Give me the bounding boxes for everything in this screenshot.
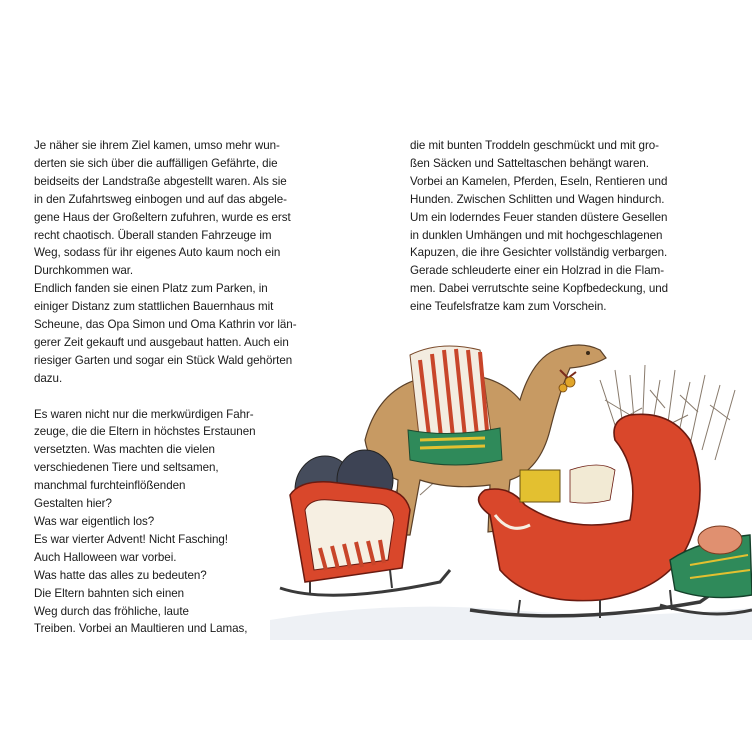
text-line: Es war vierter Advent! Nicht Fasching!	[34, 532, 228, 546]
text-line: Um ein loderndes Feuer standen düstere Gesellen	[410, 210, 668, 224]
text-line: Je näher sie ihrem Ziel kamen, umso mehr wun-	[34, 139, 280, 152]
text-line: riesiger Garten und sogar ein Stück Wald gehörten	[34, 353, 293, 367]
sleigh-camel-illustration	[270, 320, 752, 640]
text-line: beidseits der Landstraße abgestellt waren. Als sie	[34, 174, 287, 188]
text-line: Es waren nicht nur die merkwürdigen Fahr-	[34, 407, 254, 421]
text-line: Kapuzen, die ihre Gesichter vollständig verbargen.	[410, 246, 668, 260]
text-line: derten sie sich über die auffälligen Gefährte, die	[34, 156, 278, 170]
text-line: Durchkommen war.	[34, 264, 134, 278]
text-line: Gestalten hier?	[34, 497, 112, 511]
text-line: einiger Distanz zum stattlichen Bauernhaus mit	[34, 300, 274, 314]
text-line: Gerade schleuderte einer ein Holzrad in die Flam-	[410, 264, 665, 278]
text-line: die mit bunten Troddeln geschmückt und mit gro-	[410, 139, 659, 152]
text-line: Was war eigentlich los?	[34, 515, 155, 529]
text-line: zeuge, die die Eltern in höchstes Erstaunen	[34, 425, 256, 439]
text-line: Weg durch das fröhliche, laute	[34, 604, 189, 618]
text-line: Hunden. Zwischen Schlitten und Wagen hindurch.	[410, 192, 665, 206]
text-line: ßen Säcken und Satteltaschen behängt waren.	[410, 156, 649, 170]
text-line: dazu.	[34, 371, 63, 385]
text-line: in dunklen Umhängen und mit hochgeschlagenen	[410, 228, 663, 242]
text-line: men. Dabei verrutschte seine Kopfbedeckung, und	[410, 282, 669, 296]
text-line: gene Haus der Großeltern zufuhren, wurde es erst	[34, 210, 291, 224]
text-line: eine Teufelsfratze kam zum Vorschein.	[410, 300, 607, 314]
text-line: manchmal furchteinflößenden	[34, 479, 186, 493]
text-line: Vorbei an Kamelen, Pferden, Eseln, Rentieren und	[410, 174, 668, 188]
text-line: Endlich fanden sie einen Platz zum Parken, in	[34, 282, 268, 296]
text-line: Treiben. Vorbei an Maultieren und Lamas,	[34, 622, 248, 636]
snow-ground	[270, 607, 752, 640]
saddle-blanket	[408, 346, 502, 465]
text-line: verschiedenen Tiere und seltsamen,	[34, 461, 219, 475]
text-line: versetzten. Was machten die vielen	[34, 443, 215, 457]
text-line: gerer Zeit gekauft und ausgebaut hatten. Auch ein	[34, 335, 289, 349]
text-line: Auch Halloween war vorbei.	[34, 550, 177, 564]
small-red-sled	[280, 482, 450, 595]
right-page-text	[410, 137, 730, 316]
text-line: in den Zufahrtsweg einbogen und auf das abgele-	[34, 192, 287, 206]
text-line: Scheune, das Opa Simon und Oma Kathrin vor län-	[34, 318, 297, 332]
text-line: Was hatte das alles zu bedeuten?	[34, 568, 207, 582]
text-line: recht chaotisch. Überall standen Fahrzeuge im	[34, 228, 272, 242]
text-line: Weg, sodass für ihr eigenes Auto kaum noch ein	[34, 246, 281, 260]
text-line: Die Eltern bahnten sich einen	[34, 586, 185, 600]
